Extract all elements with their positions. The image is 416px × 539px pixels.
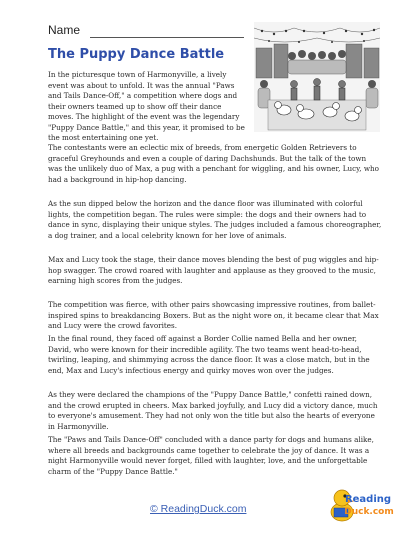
story-paragraph-4: Max and Lucy took the stage, their dance moves blending the best of pug wiggles and hip-hop swagger. The crowd roared with laughter and applause as they grooved to the music, earning high scores from the judges.: [48, 255, 379, 285]
name-label: Name: [48, 23, 81, 37]
name-line: [90, 37, 244, 38]
story-paragraph-6: In the final round, they faced off against a Border Collie named Bella and her owner, David, who were known for their incredible agility. The two teams went head-to-head, twirling, leaping, and shimmying across the dance floor. It was a close match, but in the end, Max and Lucy's infectious energy and quirky moves won over the judges.: [48, 334, 370, 375]
logo-text-line1: Reading: [344, 494, 392, 505]
story-paragraph-3: As the sun dipped below the horizon and the dance floor was illuminated with colorful lights, the competition began. The rules were simple: the dogs and their owners had to dance in sync, displaying their unique styles. The judges included a famous choreographer, a dog trainer, and a local celebrity known for her love of animals.: [48, 199, 382, 240]
story-body: [48, 143, 382, 185]
story-body-7: [48, 390, 382, 432]
story-body-6: [48, 334, 382, 376]
story-body-8: [48, 435, 382, 477]
reading-duck-logo: [328, 482, 394, 526]
readingduck-link[interactable]: © ReadingDuck.com: [150, 503, 247, 515]
story-paragraph-5: The competition was fierce, with other pairs showcasing impressive routines, from ballet-inspired spins to breakdancing Boxers. But as the night wore on, it became clear that Max and Lucy were the crowd favorites.: [48, 300, 379, 330]
story-paragraph-2: The contestants were an eclectic mix of breeds, from energetic Golden Retrievers to graceful Greyhounds and even a couple of daring Dachshunds. But the talk of the town was the unlikely duo of Max, a pug with a penchant for wiggling, and his owner, Lucy, who had a background in hip-hop dancing.: [48, 143, 379, 184]
story-body-3: [48, 199, 382, 241]
story-body-4: [48, 255, 382, 287]
story-paragraph-7: As they were declared the champions of the "Puppy Dance Battle," confetti rained down, and the crowd erupted in cheers. Max barked joyfully, and Lucy did a victory dance, much to everyone's amusement. They had not only won the title but also the hearts of everyone in Harmonyville.: [48, 390, 378, 431]
story-title: The Puppy Dance Battle: [48, 47, 225, 62]
logo-text-line2: Duck.com: [344, 507, 394, 517]
dancing-dogs-crowd-illustration: [254, 22, 380, 132]
story-paragraph-1: In the picturesque town of Harmonyville, a lively event was about to unfold. It was the annual "Paws and Tails Dance-Off," a competition where dogs and their owners teamed up to show off their dance moves. The highlight of the event was the legendary "Puppy Dance Battle," and this year, it promised to be the most entertaining one yet.: [48, 70, 245, 142]
story-paragraph-8: The "Paws and Tails Dance-Off" concluded with a dance party for dogs and humans alike, where all breeds and backgrounds came together to celebrate the joy of dance. It was a night Harmonyville would never forget, filled with laughter, love, and the unforgettable charm of the "Puppy Dance Battle.": [48, 435, 374, 476]
name-field: [48, 22, 244, 40]
story-intro-column: [48, 70, 248, 144]
story-body-5: [48, 300, 382, 332]
